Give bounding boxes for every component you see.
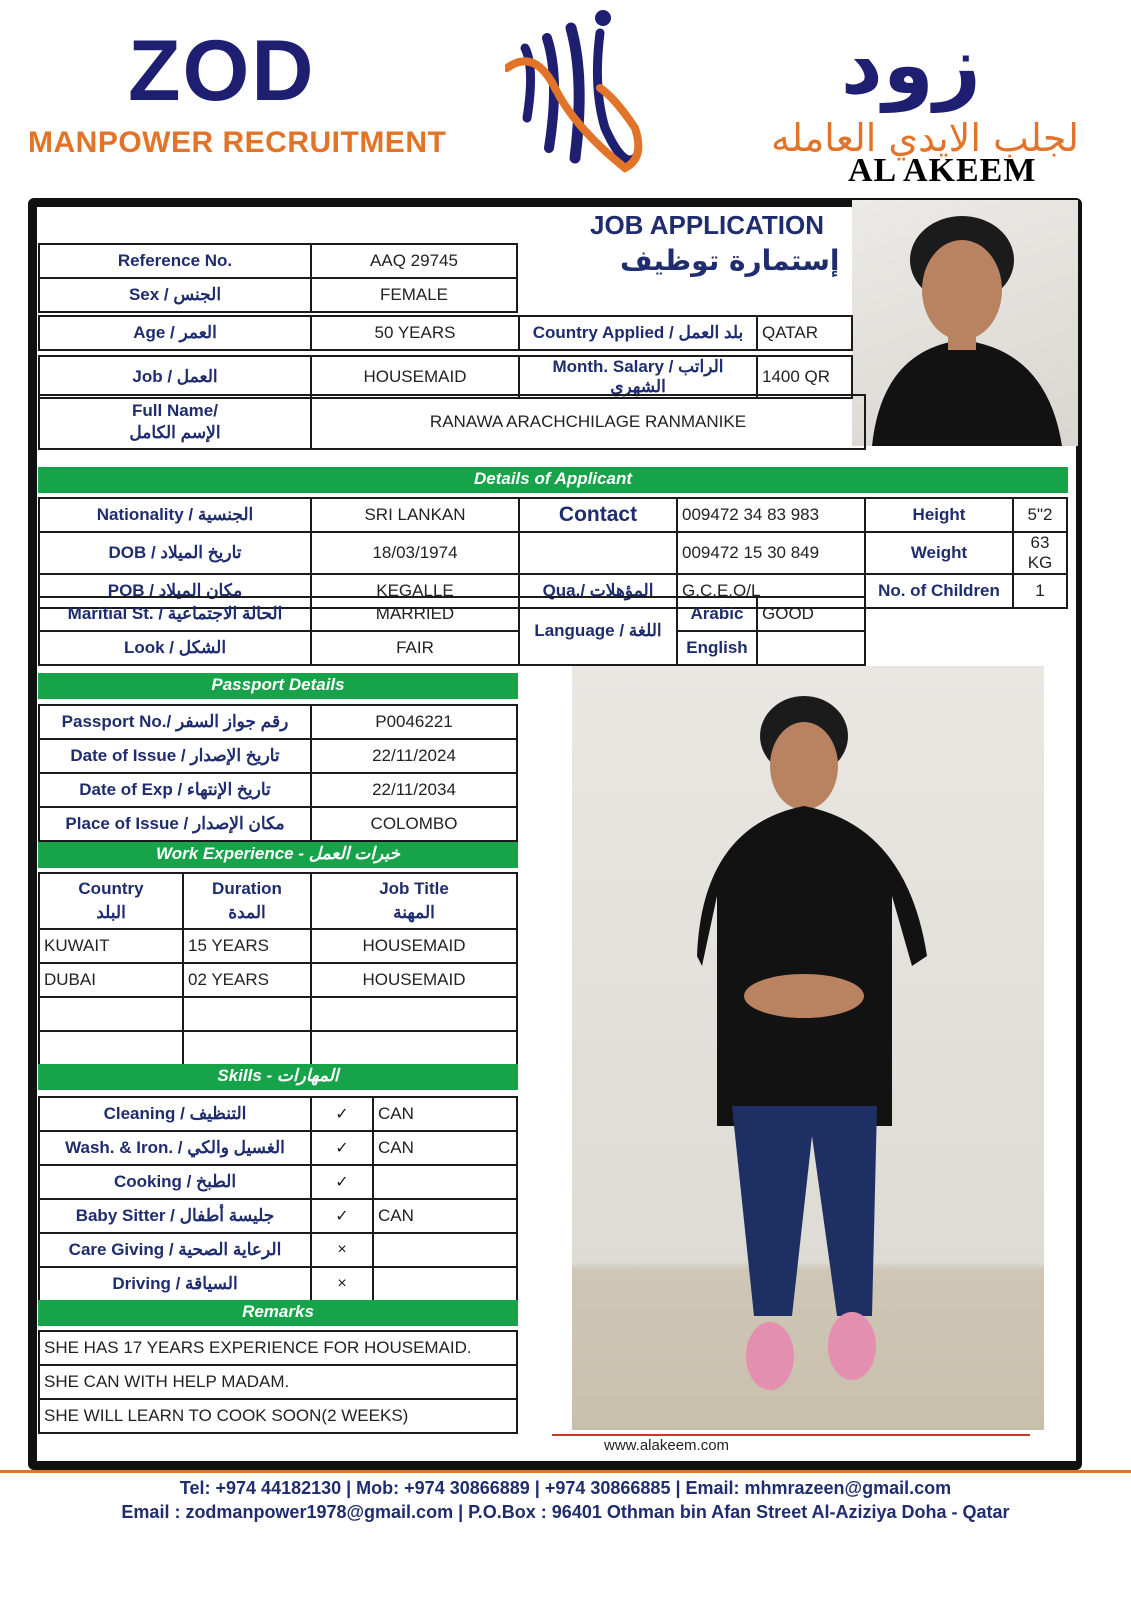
arabic-value: GOOD xyxy=(757,597,865,631)
skill-status xyxy=(373,1233,517,1267)
skill-row xyxy=(39,1267,517,1301)
brand-arabic-logo: زود xyxy=(840,18,981,113)
age-label: Age / العمر xyxy=(39,316,311,350)
exp-country: KUWAIT xyxy=(39,929,183,963)
age-value: 50 YEARS xyxy=(311,316,519,350)
remarks-header: Remarks xyxy=(38,1300,518,1326)
exp-duration: 15 YEARS xyxy=(183,929,311,963)
height-label: Height xyxy=(865,498,1013,532)
passport-table xyxy=(38,704,518,842)
nationality-label: Nationality / الجنسية xyxy=(39,498,311,532)
applicant-portrait-photo xyxy=(852,200,1078,446)
form-title-arabic: إستمارة توظيف xyxy=(620,244,840,277)
weight-value: 63 KG xyxy=(1013,532,1067,574)
skill-status: CAN xyxy=(373,1199,517,1233)
marital-label: Maritial St. / الحالة الاجتماعية xyxy=(39,597,311,631)
look-label: Look / الشكل xyxy=(39,631,311,665)
fullname-label-en: Full Name/ xyxy=(132,401,218,420)
skill-status xyxy=(373,1267,517,1301)
dob-value: 18/03/1974 xyxy=(311,532,519,574)
pob-value: KEGALLE xyxy=(311,574,519,608)
col-country xyxy=(39,873,183,929)
english-label: English xyxy=(677,631,757,665)
exp-country xyxy=(39,997,183,1031)
skill-cross-icon: × xyxy=(311,1267,373,1301)
footer-contact-line-2: Email : zodmanpower1978@gmail.com | P.O.Box : 96401 Othman bin Afan Street Al-Aziziya Doha - Qatar xyxy=(121,1502,1010,1522)
children-value: 1 xyxy=(1013,574,1067,608)
passport-header: Passport Details xyxy=(38,673,518,699)
arabic-label: Arabic xyxy=(677,597,757,631)
skill-status xyxy=(373,1165,517,1199)
skill-check-icon: ✓ xyxy=(311,1131,373,1165)
fullname-value: RANAWA ARACHCHILAGE RANMANIKE xyxy=(311,395,865,449)
language-label: Language / اللغة xyxy=(519,597,677,665)
dob-label: DOB / تاريخ الميلاد xyxy=(39,532,311,574)
skill-cross-icon: × xyxy=(311,1233,373,1267)
sex-value: FEMALE xyxy=(311,278,517,312)
job-salary-row xyxy=(38,355,853,399)
brand-logo-icon xyxy=(505,8,655,178)
job-value: HOUSEMAID xyxy=(311,356,519,398)
skill-label: Cleaning / التنظيف xyxy=(39,1097,311,1131)
website-divider xyxy=(552,1434,1030,1436)
exp-country: DUBAI xyxy=(39,963,183,997)
english-value xyxy=(757,631,865,665)
skill-check-icon: ✓ xyxy=(311,1199,373,1233)
children-label: No. of Children xyxy=(865,574,1013,608)
expiry-date-value: 22/11/2034 xyxy=(311,773,517,807)
form-title: JOB APPLICATION xyxy=(590,210,825,240)
exp-duration: 02 YEARS xyxy=(183,963,311,997)
col-job-title xyxy=(311,873,517,929)
col-job-title-en: Job Title xyxy=(379,879,449,898)
footer-divider xyxy=(0,1470,1131,1473)
issue-place-value: COLOMBO xyxy=(311,807,517,841)
table-row xyxy=(39,929,517,963)
sex-label: Sex / الجنس xyxy=(39,278,311,312)
fullname-label-ar: الإسم الكامل xyxy=(129,423,221,442)
skill-status: CAN xyxy=(373,1131,517,1165)
remark-line: SHE CAN WITH HELP MADAM. xyxy=(39,1365,517,1399)
passport-no-label: Passport No./ رقم جواز السفر xyxy=(39,705,311,739)
website-link[interactable]: www.alakeem.com xyxy=(604,1437,730,1454)
age-country-row xyxy=(38,315,853,351)
marital-value: MARRIED xyxy=(311,597,519,631)
table-row xyxy=(39,963,517,997)
skill-row xyxy=(39,1097,517,1131)
exp-title: HOUSEMAID xyxy=(311,929,517,963)
reference-label: Reference No. xyxy=(39,244,311,278)
pob-label: POB / مكان الميلاد xyxy=(39,574,311,608)
brand-subtitle: MANPOWER RECRUITMENT xyxy=(28,126,447,159)
skill-label: Baby Sitter / جليسة أطفال xyxy=(39,1199,311,1233)
skill-status: CAN xyxy=(373,1097,517,1131)
contact-spacer xyxy=(519,532,677,574)
col-duration xyxy=(183,873,311,929)
expiry-date-label: Date of Exp / تاريخ الإنتهاء xyxy=(39,773,311,807)
issue-date-value: 22/11/2024 xyxy=(311,739,517,773)
fullname-label xyxy=(39,395,311,449)
col-country-en: Country xyxy=(78,879,144,898)
remarks-table xyxy=(38,1330,518,1434)
country-applied-label: Country Applied / بلد العمل xyxy=(519,316,757,350)
contact-phone-1: 009472 34 83 983 xyxy=(677,498,865,532)
details-lower-table xyxy=(38,596,866,666)
brand-arabic-subtitle: لجلب الايدي العامله xyxy=(770,116,1079,160)
skill-row xyxy=(39,1131,517,1165)
details-header: Details of Applicant xyxy=(38,467,1068,493)
experience-header: Work Experience - خبرات العمل xyxy=(38,842,518,868)
skill-row xyxy=(39,1199,517,1233)
qualification-value: G.C.E.O/L xyxy=(677,574,865,608)
issue-place-label: Place of Issue / مكان الإصدار xyxy=(39,807,311,841)
skills-header: Skills - المهارات xyxy=(38,1064,518,1090)
issue-date-label: Date of Issue / تاريخ الإصدار xyxy=(39,739,311,773)
exp-title xyxy=(311,1031,517,1065)
contact-label: Contact xyxy=(519,498,677,532)
table-row xyxy=(39,997,517,1031)
skills-table xyxy=(38,1096,518,1302)
skill-label: Cooking / الطبخ xyxy=(39,1165,311,1199)
table-row xyxy=(39,1031,517,1065)
salary-label: Month. Salary / الراتب الشهري xyxy=(519,356,757,398)
contact-phone-2: 009472 15 30 849 xyxy=(677,532,865,574)
skill-check-icon: ✓ xyxy=(311,1097,373,1131)
skill-row xyxy=(39,1233,517,1267)
weight-label: Weight xyxy=(865,532,1013,574)
job-label: Job / العمل xyxy=(39,356,311,398)
col-duration-en: Duration xyxy=(212,879,282,898)
remark-line: SHE HAS 17 YEARS EXPERIENCE FOR HOUSEMAID. xyxy=(39,1331,517,1365)
qualification-label: Qua./ المؤهلات xyxy=(519,574,677,608)
col-job-title-ar: المهنة xyxy=(393,903,435,922)
exp-duration xyxy=(183,997,311,1031)
brand-logo-text: ZOD xyxy=(128,23,316,119)
salary-value: 1400 QR xyxy=(757,356,852,398)
summary-table xyxy=(38,243,518,313)
details-table xyxy=(38,497,1068,609)
skill-label: Wash. & Iron. / الغسيل والكي xyxy=(39,1131,311,1165)
applicant-full-photo xyxy=(572,666,1044,1430)
fullname-row xyxy=(38,394,866,450)
experience-table xyxy=(38,872,518,1066)
exp-title xyxy=(311,997,517,1031)
footer-contact-line-1: Tel: +974 44182130 | Mob: +974 30866889 | +974 30866885 | Email: mhmrazeen@gmail.com xyxy=(179,1478,952,1498)
exp-duration xyxy=(183,1031,311,1065)
reference-value: AAQ 29745 xyxy=(311,244,517,278)
skill-check-icon: ✓ xyxy=(311,1165,373,1199)
remark-line: SHE WILL LEARN TO COOK SOON(2 WEEKS) xyxy=(39,1399,517,1433)
country-applied-value: QATAR xyxy=(757,316,852,350)
height-value: 5"2 xyxy=(1013,498,1067,532)
look-value: FAIR xyxy=(311,631,519,665)
exp-country xyxy=(39,1031,183,1065)
passport-no-value: P0046221 xyxy=(311,705,517,739)
nationality-value: SRI LANKAN xyxy=(311,498,519,532)
exp-title: HOUSEMAID xyxy=(311,963,517,997)
brand-alakeem: AL AKEEM xyxy=(848,152,1037,189)
col-country-ar: البلد xyxy=(96,903,126,922)
skill-label: Care Giving / الرعاية الصحية xyxy=(39,1233,311,1267)
skill-row xyxy=(39,1165,517,1199)
skill-label: Driving / السياقة xyxy=(39,1267,311,1301)
col-duration-ar: المدة xyxy=(228,903,266,922)
